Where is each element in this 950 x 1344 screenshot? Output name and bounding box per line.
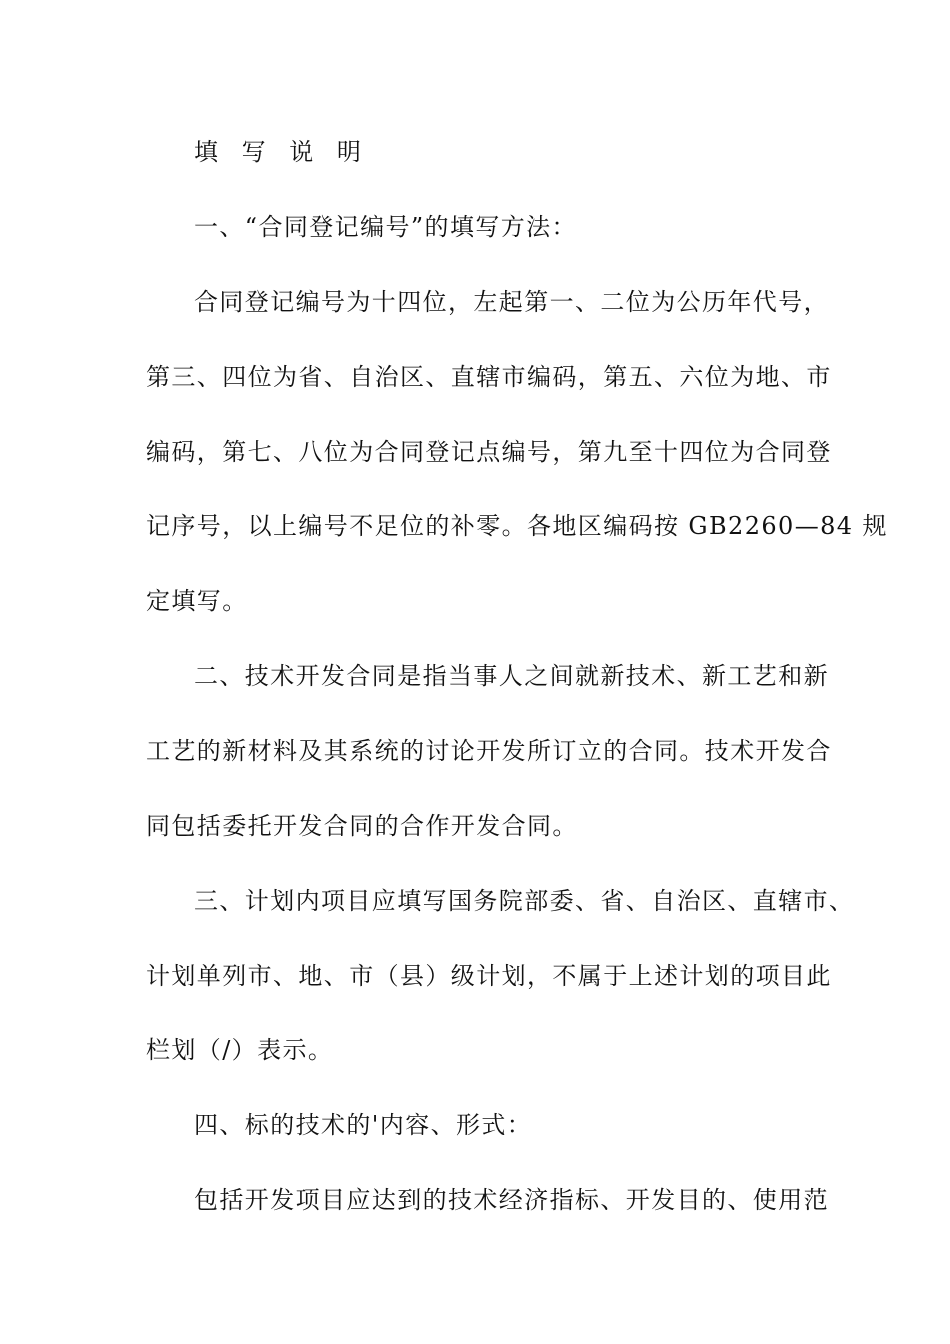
- document-title: 填 写 说 明: [194, 138, 369, 166]
- paragraph-line: 栏划（/）表示。: [146, 1036, 334, 1064]
- section-2-line: 二、技术开发合同是指当事人之间就新技术、新工艺和新: [194, 662, 829, 690]
- section-3-line: 三、计划内项目应填写国务院部委、省、自治区、直辖市、: [194, 887, 855, 915]
- paragraph-line: 工艺的新材料及其系统的讨论开发所订立的合同。技术开发合: [146, 737, 832, 765]
- paragraph-line: 第三、四位为省、自治区、直辖市编码，第五、六位为地、市: [146, 363, 832, 391]
- section-1-heading: 一、“合同登记编号”的填写方法：: [194, 213, 577, 241]
- paragraph-line: 包括开发项目应达到的技术经济指标、开发目的、使用范: [194, 1186, 829, 1214]
- paragraph-line: 记序号，以上编号不足位的补零。各地区编码按 GB2260—84 规: [146, 512, 888, 540]
- paragraph-line: 同包括委托开发合同的合作开发合同。: [146, 812, 578, 840]
- paragraph-line: 计划单列市、地、市（县）级计划，不属于上述计划的项目此: [146, 962, 832, 990]
- paragraph-line: 定填写。: [146, 587, 248, 615]
- paragraph-line: 编码，第七、八位为合同登记点编号，第九至十四位为合同登: [146, 438, 832, 466]
- section-4-heading: 四、标的技术的'内容、形式：: [194, 1111, 533, 1139]
- paragraph-line: 合同登记编号为十四位，左起第一、二位为公历年代号，: [194, 288, 829, 316]
